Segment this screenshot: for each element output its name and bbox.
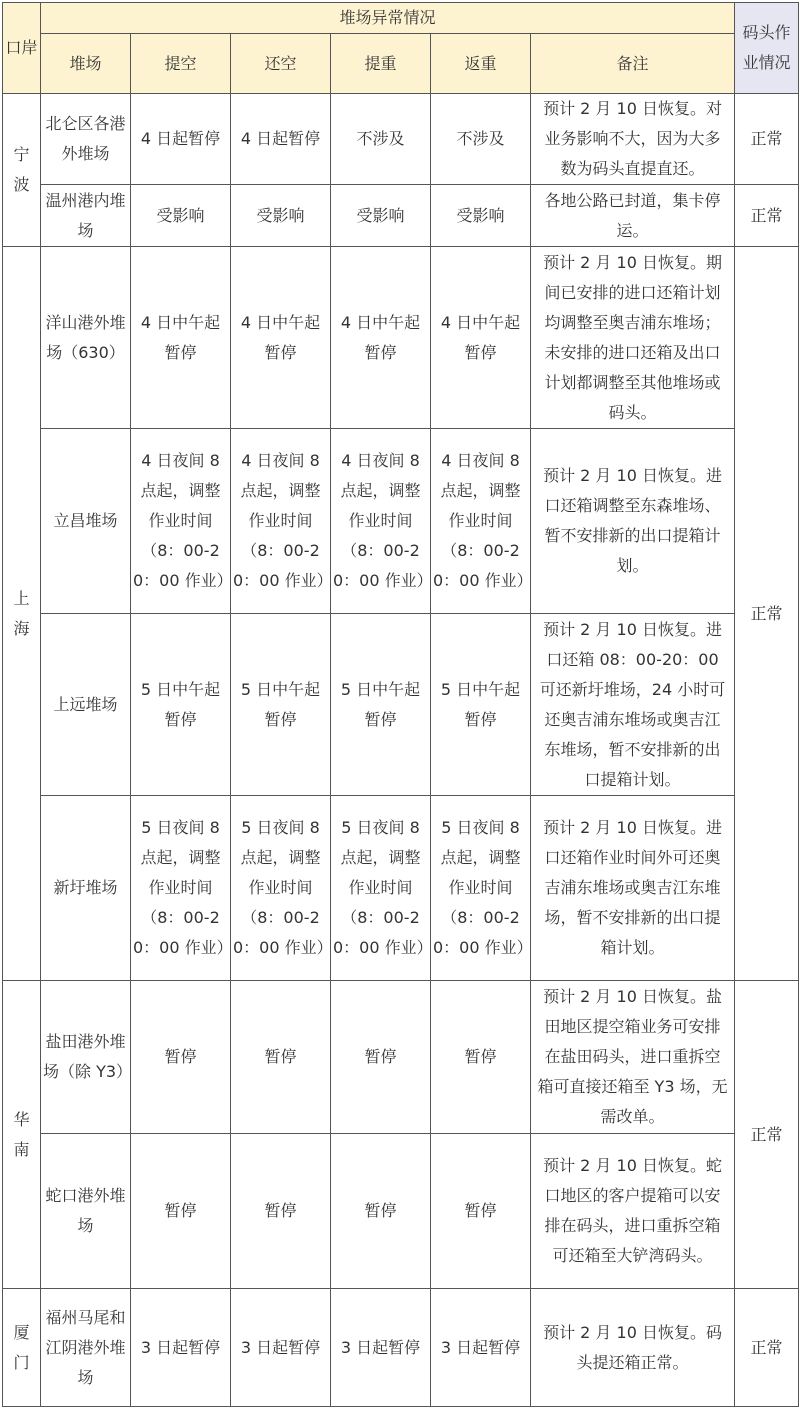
- return-full-cell: 3 日起暂停: [431, 1289, 531, 1407]
- yard-cell: 温州港内堆场: [41, 185, 131, 247]
- yard-status-table: [2, 2, 799, 1407]
- remark-cell: 预计 2 月 10 日恢复。进口还箱调整至东森堆场、暂不安排新的出口提箱计划。: [531, 429, 735, 614]
- yard-cell: 蛇口港外堆场: [41, 1134, 131, 1289]
- pickup-empty-cell: 3 日起暂停: [131, 1289, 231, 1407]
- return-empty-cell: 暂停: [231, 1134, 331, 1289]
- yard-exception-header: 堆场异常情况: [41, 3, 735, 34]
- pickup-empty-cell: 4 日中午起暂停: [131, 247, 231, 429]
- remark-cell: 预计 2 月 10 日恢复。蛇口地区的客户提箱可以安排在码头，进口重拆空箱可还箱至大铲湾码头。: [531, 1134, 735, 1289]
- table-row: [3, 796, 799, 981]
- return-empty-cell: 3 日起暂停: [231, 1289, 331, 1407]
- pickup-empty-cell: 受影响: [131, 185, 231, 247]
- return-empty-cell: 4 日起暂停: [231, 94, 331, 185]
- return-full-cell: 受影响: [431, 185, 531, 247]
- return-full-cell: 5 日夜间 8 点起，调整作业时间（8：00-20：00 作业）: [431, 796, 531, 981]
- remark-cell: 各地公路已封道，集卡停运。: [531, 185, 735, 247]
- pickup-full-cell: 5 日中午起暂停: [331, 614, 431, 796]
- port-header: 口岸: [3, 3, 41, 94]
- terminal-status-cell: 正常: [735, 247, 799, 981]
- pickup-full-cell: 5 日夜间 8 点起，调整作业时间（8：00-20：00 作业）: [331, 796, 431, 981]
- remark-cell: 预计 2 月 10 日恢复。期间已安排的进口还箱计划均调整至奥吉浦东堆场；未安排的进口还箱及出口计划都调整至其他堆场或码头。: [531, 247, 735, 429]
- remark-cell: 预计 2 月 10 日恢复。进口还箱 08：00-20：00 可还新圩堆场，24 小时可还奥吉浦东堆场或奥吉江东堆场，暂不安排新的出口提箱计划。: [531, 614, 735, 796]
- terminal-status-header: 码头作业情况: [735, 3, 799, 94]
- return-full-cell: 4 日夜间 8 点起，调整作业时间（8：00-20：00 作业）: [431, 429, 531, 614]
- yard-cell: 福州马尾和江阴港外堆场: [41, 1289, 131, 1407]
- table-row: [3, 429, 799, 614]
- return-empty-cell: 受影响: [231, 185, 331, 247]
- table-row: [3, 94, 799, 185]
- terminal-status-cell: 正常: [735, 1289, 799, 1407]
- pickup-full-cell: 3 日起暂停: [331, 1289, 431, 1407]
- pickup-full-column-header: 提重: [331, 34, 431, 94]
- pickup-full-cell: 受影响: [331, 185, 431, 247]
- pickup-empty-column-header: 提空: [131, 34, 231, 94]
- pickup-full-cell: 暂停: [331, 1134, 431, 1289]
- table-row: [3, 247, 799, 429]
- terminal-status-cell: 正常: [735, 185, 799, 247]
- return-full-cell: 不涉及: [431, 94, 531, 185]
- table-row: [3, 614, 799, 796]
- yard-cell: 北仑区各港外堆场: [41, 94, 131, 185]
- pickup-empty-cell: 4 日夜间 8 点起，调整作业时间（8：00-20：00 作业）: [131, 429, 231, 614]
- return-empty-cell: 暂停: [231, 981, 331, 1134]
- pickup-empty-cell: 暂停: [131, 1134, 231, 1289]
- pickup-full-cell: 4 日夜间 8 点起，调整作业时间（8：00-20：00 作业）: [331, 429, 431, 614]
- port-cell-ningbo: 宁波: [3, 94, 41, 247]
- table-row: [3, 1289, 799, 1407]
- return-full-cell: 暂停: [431, 981, 531, 1134]
- yard-cell: 上远堆场: [41, 614, 131, 796]
- terminal-status-cell: 正常: [735, 94, 799, 185]
- return-empty-column-header: 还空: [231, 34, 331, 94]
- pickup-full-cell: 暂停: [331, 981, 431, 1134]
- pickup-full-cell: 不涉及: [331, 94, 431, 185]
- yard-cell: 新圩堆场: [41, 796, 131, 981]
- pickup-empty-cell: 暂停: [131, 981, 231, 1134]
- remark-cell: 预计 2 月 10 日恢复。盐田地区提空箱业务可安排在盐田码头，进口重拆空箱可直接还箱至 Y3 场，无需改单。: [531, 981, 735, 1134]
- yard-column-header: 堆场: [41, 34, 131, 94]
- remark-column-header: 备注: [531, 34, 735, 94]
- return-full-cell: 5 日中午起暂停: [431, 614, 531, 796]
- return-full-cell: 4 日中午起暂停: [431, 247, 531, 429]
- port-cell-shanghai: 上海: [3, 247, 41, 981]
- return-empty-cell: 4 日夜间 8 点起，调整作业时间（8：00-20：00 作业）: [231, 429, 331, 614]
- pickup-empty-cell: 4 日起暂停: [131, 94, 231, 185]
- pickup-empty-cell: 5 日夜间 8 点起，调整作业时间（8：00-20：00 作业）: [131, 796, 231, 981]
- return-full-column-header: 返重: [431, 34, 531, 94]
- remark-cell: 预计 2 月 10 日恢复。码头提还箱正常。: [531, 1289, 735, 1407]
- yard-cell: 立昌堆场: [41, 429, 131, 614]
- pickup-full-cell: 4 日中午起暂停: [331, 247, 431, 429]
- table-row: [3, 185, 799, 247]
- remark-cell: 预计 2 月 10 日恢复。进口还箱作业时间外可还奥吉浦东堆场或奥吉江东堆场，暂不安排新的出口提箱计划。: [531, 796, 735, 981]
- table-row: [3, 981, 799, 1134]
- return-full-cell: 暂停: [431, 1134, 531, 1289]
- return-empty-cell: 4 日中午起暂停: [231, 247, 331, 429]
- return-empty-cell: 5 日中午起暂停: [231, 614, 331, 796]
- yard-cell: 洋山港外堆场（630）: [41, 247, 131, 429]
- yard-cell: 盐田港外堆场（除 Y3）: [41, 981, 131, 1134]
- port-cell-south-china: 华南: [3, 981, 41, 1289]
- port-cell-xiamen: 厦门: [3, 1289, 41, 1407]
- pickup-empty-cell: 5 日中午起暂停: [131, 614, 231, 796]
- table-row: [3, 1134, 799, 1289]
- terminal-status-cell: 正常: [735, 981, 799, 1289]
- return-empty-cell: 5 日夜间 8 点起，调整作业时间（8：00-20：00 作业）: [231, 796, 331, 981]
- remark-cell: 预计 2 月 10 日恢复。对业务影响不大，因为大多数为码头直提直还。: [531, 94, 735, 185]
